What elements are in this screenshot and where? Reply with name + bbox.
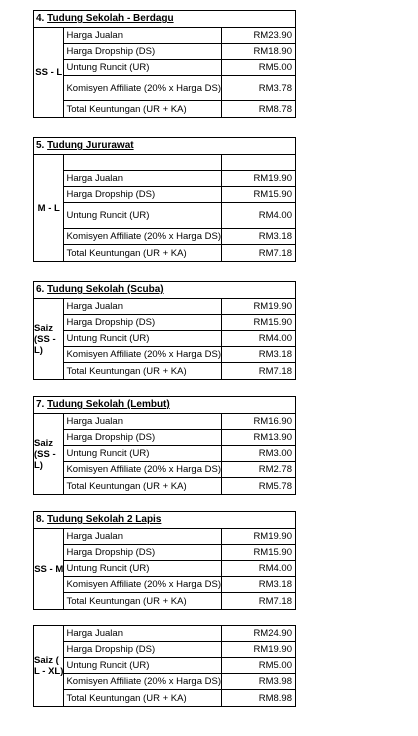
product-name: Tudung Sekolah 2 Lapis [47,514,162,525]
row-value: RM15.90 [253,189,292,200]
table-header [34,512,295,529]
size-cell: M - L [34,155,64,261]
row-label: Untung Runcit (UR) [64,203,222,228]
row-label: Komisyen Affiliate (20% x Harga DS) [66,349,221,360]
row-label: Harga Dropship (DS) [64,545,222,560]
row-value: RM15.90 [253,317,292,328]
row-label: Komisyen Affiliate (20% x Harga DS) [66,579,221,590]
row-value: RM5.78 [258,480,292,492]
table-header [34,11,295,28]
product-name: Tudung Sekolah (Lembut) [47,399,170,410]
table-row [64,229,295,245]
table-number: 7. [36,399,45,410]
table-row [64,642,295,658]
table-row [64,28,295,44]
row-value: RM3.18 [258,349,292,360]
product-name: Tudung Sekolah - Berdagu [47,13,174,24]
table-header [34,397,295,414]
table-number: 8. [36,514,45,525]
table-number: 6. [36,284,45,295]
table-row [64,446,295,462]
row-value: RM3.00 [258,448,292,459]
table-row [64,363,295,379]
row-label: Harga Dropship (DS) [64,430,222,445]
row-value: RM7.18 [258,365,292,377]
table-number: 5. [36,140,45,151]
table-row [64,690,295,706]
table-row [64,171,295,187]
row-label: Komisyen Affiliate (20% x Harga DS) [64,76,222,100]
row-value: RM5.00 [258,62,292,73]
table-row [64,414,295,430]
row-label: Harga Dropship (DS) [64,44,222,59]
table-number: 4. [36,13,45,24]
table-row [64,245,295,261]
row-label: Harga Dropship (DS) [64,315,222,330]
product-name: Tudung Sekolah (Scuba) [47,284,164,295]
product-name: Tudung Jururawat [47,140,134,151]
row-value: RM19.90 [253,173,292,184]
table-row [64,545,295,561]
table-header [34,138,295,155]
row-label: Komisyen Affiliate (20% x Harga DS) [66,464,221,475]
row-value: RM19.90 [253,644,292,655]
table-row [64,101,295,117]
row-label: Untung Runcit (UR) [64,60,222,75]
table-row [64,658,295,674]
table-row [64,347,295,363]
row-label: Untung Runcit (UR) [64,446,222,461]
table-row [64,626,295,642]
row-label: Harga Jualan [64,529,222,544]
row-value: RM3.98 [258,676,292,687]
row-label: Harga Jualan [64,414,222,429]
price-table-8-large [33,625,296,707]
table-row [64,478,295,494]
table-row [64,315,295,331]
row-value: RM2.78 [258,464,292,475]
table-row [64,203,295,229]
price-table-6 [33,281,296,380]
row-value: RM13.90 [253,432,292,443]
table-row [64,299,295,315]
row-value: RM7.18 [258,247,292,259]
table-row [64,529,295,545]
row-label: Total Keuntungan (UR + KA) [64,690,222,706]
row-label: Harga Jualan [64,626,222,641]
table-row [64,593,295,609]
row-value: RM19.90 [253,531,292,542]
row-value: RM5.00 [258,660,292,671]
row-value: RM4.00 [258,563,292,574]
row-label: Harga Jualan [64,299,222,314]
price-table-8 [33,511,296,610]
price-table-7 [33,396,296,495]
row-value: RM8.98 [258,692,292,704]
row-label [64,155,222,170]
row-label: Total Keuntungan (UR + KA) [64,363,222,379]
row-label: Harga Dropship (DS) [64,187,222,202]
row-value: RM19.90 [253,301,292,312]
row-label: Komisyen Affiliate (20% x Harga DS) [66,676,221,687]
blank-row [64,155,295,171]
row-value: RM4.00 [258,210,292,221]
table-row [64,674,295,690]
table-row [64,331,295,347]
row-value: RM3.18 [258,231,292,242]
row-label: Untung Runcit (UR) [64,561,222,576]
price-table-5 [33,137,296,262]
table-header [34,282,295,299]
row-label: Komisyen Affiliate (20% x Harga DS) [66,231,221,242]
row-label: Total Keuntungan (UR + KA) [64,101,222,117]
row-value: RM4.00 [258,333,292,344]
row-label: Harga Dropship (DS) [64,642,222,657]
row-label: Untung Runcit (UR) [64,658,222,673]
row-label: Total Keuntungan (UR + KA) [64,478,222,494]
table-row [64,44,295,60]
row-label: Harga Jualan [64,28,222,43]
row-value: RM16.90 [253,416,292,427]
size-cell: Saiz (SS - L) [34,299,64,379]
row-label: Total Keuntungan (UR + KA) [64,245,222,261]
price-table-4 [33,10,296,118]
table-row [64,577,295,593]
row-value: RM3.78 [258,82,292,94]
row-label: Total Keuntungan (UR + KA) [64,593,222,609]
row-value: RM24.90 [253,628,292,639]
table-row [64,76,295,101]
row-label: Harga Jualan [64,171,222,186]
row-value: RM23.90 [253,30,292,41]
size-cell: Saiz ( L - XL) [34,626,64,706]
size-cell: Saiz (SS - L) [34,414,64,494]
table-row [64,60,295,76]
table-row [64,430,295,446]
table-row [64,561,295,577]
row-value: RM3.18 [258,579,292,590]
size-cell: SS - M [34,529,64,609]
table-row [64,462,295,478]
size-cell: SS - L [34,28,64,117]
row-value: RM8.78 [258,103,292,115]
table-row [64,187,295,203]
row-value [222,155,295,170]
row-value: RM18.90 [253,46,292,57]
row-value: RM15.90 [253,547,292,558]
row-label: Untung Runcit (UR) [64,331,222,346]
row-value: RM7.18 [258,595,292,607]
